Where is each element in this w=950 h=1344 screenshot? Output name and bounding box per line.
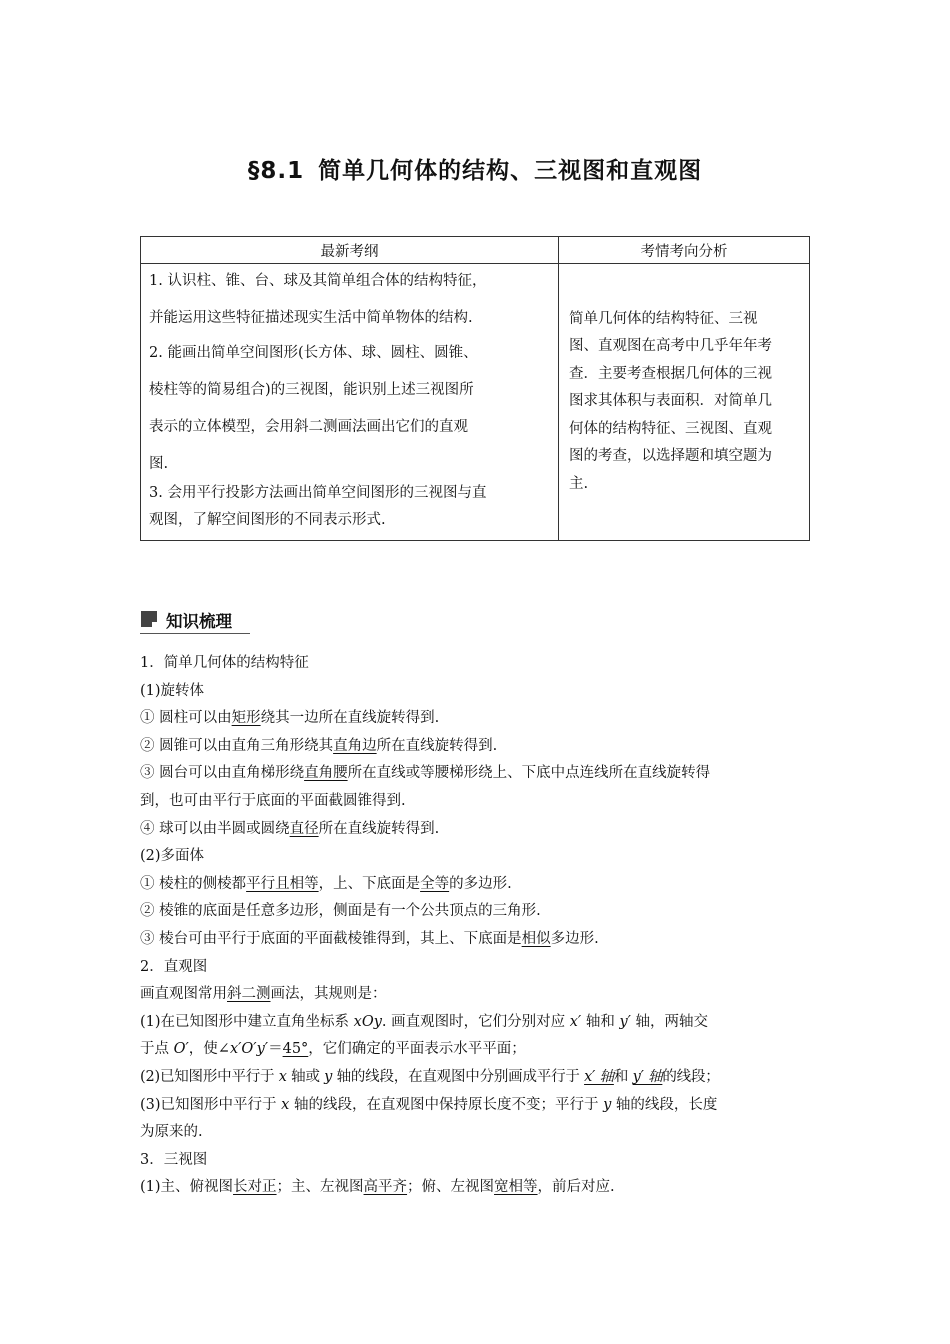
item-frustum-pyramid: ③ 棱台可由平行于底面的平面截棱锥得到，其上、下底面是相似多边形. [140,930,599,947]
requirement-2: 2. 能画出简单空间图形(长方体、球、圆柱、圆锥、 棱柱等的简易组合)的三视图，能识别上述三视图所 表示的立体模型，会用斜二测画法画出它们的直观 图. [149,345,478,472]
requirement-3: 3. 会用平行投影方法画出简单空间图形的三视图与直 观图，了解空间图形的不同表示形式. [149,485,487,528]
requirements-cell [141,264,559,541]
rule-3: (3)已知图形中平行于 x 轴的线段，在直观图中保持原长度不变；平行于 y 轴的线段，长度 为原来的. [140,1096,718,1141]
section-number: §8.1 [247,158,305,184]
oblique-intro: 画直观图常用斜二测画法，其规则是： [140,986,387,1003]
header-analysis: 考情考向分析 [559,237,810,264]
section-header [140,607,250,634]
item-frustum: ③ 圆台可以由直角梯形绕直角腰所在直线或等腰梯形绕上、下底中点连线所在直线旋转得 到，也可由平行于底面的平面截圆锥得到. [140,765,711,809]
item-prism: ① 棱柱的侧棱都平行且相等，上、下底面是全等的多边形. [140,875,512,892]
analysis-text: 简单几何体的结构特征、三视 图、直观图在高考中几乎年年考 查．主要考查根据几何体的三视 图求其体积与表面积．对简单几 何体的结构特征、三视图、直观 图的考查，以选择题和填空题为 主. [569,310,772,492]
rule-2: (2)已知图形中平行于 x 轴或 y 轴的线段，在直观图中分别画成平行于 x′ 轴和 y′ 轴的线段； [140,1068,720,1085]
item-cylinder: ① 圆柱可以由矩形绕其一边所在直线旋转得到. [140,710,440,727]
item-cone: ② 圆锥可以由直角三角形绕其直角边所在直线旋转得到. [140,737,498,754]
heading-3: 3．三视图 [140,1151,208,1168]
heading-1: 1．简单几何体的结构特征 [140,655,309,671]
header-syllabus: 最新考纲 [141,237,559,264]
item-sphere: ④ 球可以由半圆或圆绕直径所在直线旋转得到. [140,820,440,837]
syllabus-table [140,236,810,541]
analysis-cell [559,264,810,541]
requirement-1: 1. 认识柱、锥、台、球及其简单组合体的结构特征， 并能运用这些特征描述现实生活中简单物体的结构. [149,273,487,326]
rule-1: (1)在已知图形中建立直角坐标系 xOy. 画直观图时，它们分别对应 x′ 轴和 y′ 轴，两轴交 于点 O′，使∠x′O′y′＝45°，它们确定的平面表示水平平面； [140,1013,709,1058]
page-title [0,152,950,185]
knowledge-content [140,650,812,1202]
subheading-polyhedron: (2)多面体 [140,848,205,865]
subheading-rotating: (1)旋转体 [140,682,205,699]
section-header-title: 知识梳理 [166,612,232,631]
item-pyramid: ② 棱锥的底面是任意多边形，侧面是有一个公共顶点的三角形. [140,903,541,920]
three-view-rule: (1)主、俯视图长对正；主、左视图高平齐；俯、左视图宽相等，前后对应. [140,1179,615,1196]
heading-2: 2．直观图 [140,958,208,975]
section-title: 简单几何体的结构、三视图和直观图 [318,158,703,184]
